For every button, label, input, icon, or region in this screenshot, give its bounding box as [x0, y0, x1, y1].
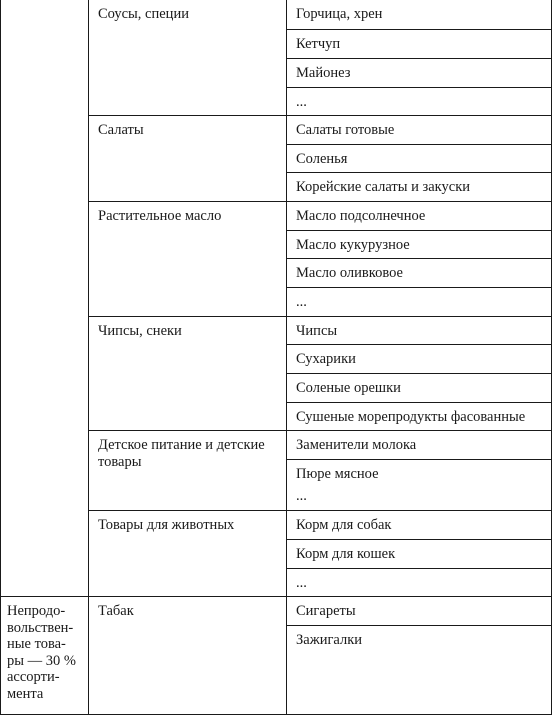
category-cell: Растительное масло: [88, 201, 286, 316]
category-cell: Салаты: [88, 115, 286, 201]
category-cell: Табак: [88, 596, 286, 715]
item-cell: ...: [286, 87, 552, 115]
item-cell: Корм для кошек: [286, 539, 552, 568]
category-cell: Детское питание и детские товары: [88, 430, 286, 510]
group-cell-nonfood: Непродо- вольствен- ные това- ры — 30 % ассорти- мента: [0, 596, 88, 715]
item-cell: Сушеные морепродукты фасованные: [286, 402, 552, 430]
item-cell: Салаты готовые: [286, 115, 552, 144]
item-cell: Майонез: [286, 58, 552, 87]
item-cell: Сигареты: [286, 596, 552, 625]
item-cell: Масло кукурузное: [286, 230, 552, 258]
category-cell: Соусы, специи: [88, 0, 286, 115]
item-cell: Корм для собак: [286, 510, 552, 539]
item-cell: Чипсы: [286, 316, 552, 344]
item-cell: Кетчуп: [286, 29, 552, 58]
item-cell: Масло подсолнечное: [286, 201, 552, 230]
category-cell: Чипсы, снеки: [88, 316, 286, 430]
category-cell: Товары для животных: [88, 510, 286, 596]
item-cell: Соленья: [286, 144, 552, 172]
group-cell-food: [0, 0, 88, 596]
item-cell-multi: [286, 459, 552, 510]
item-cell: Корейские салаты и закуски: [286, 172, 552, 201]
item-cell: ...: [286, 568, 552, 596]
item-cell: ...: [286, 287, 552, 316]
item-cell: Зажигалки: [286, 625, 552, 715]
item-cell: Соленые орешки: [286, 373, 552, 402]
item-text: ...: [296, 488, 307, 504]
item-cell: Сухарики: [286, 344, 552, 373]
item-cell: Масло оливковое: [286, 258, 552, 287]
item-text: Пюре мясное: [296, 466, 379, 482]
item-cell: Заменители молока: [286, 430, 552, 459]
item-cell: Горчица, хрен: [286, 0, 552, 29]
